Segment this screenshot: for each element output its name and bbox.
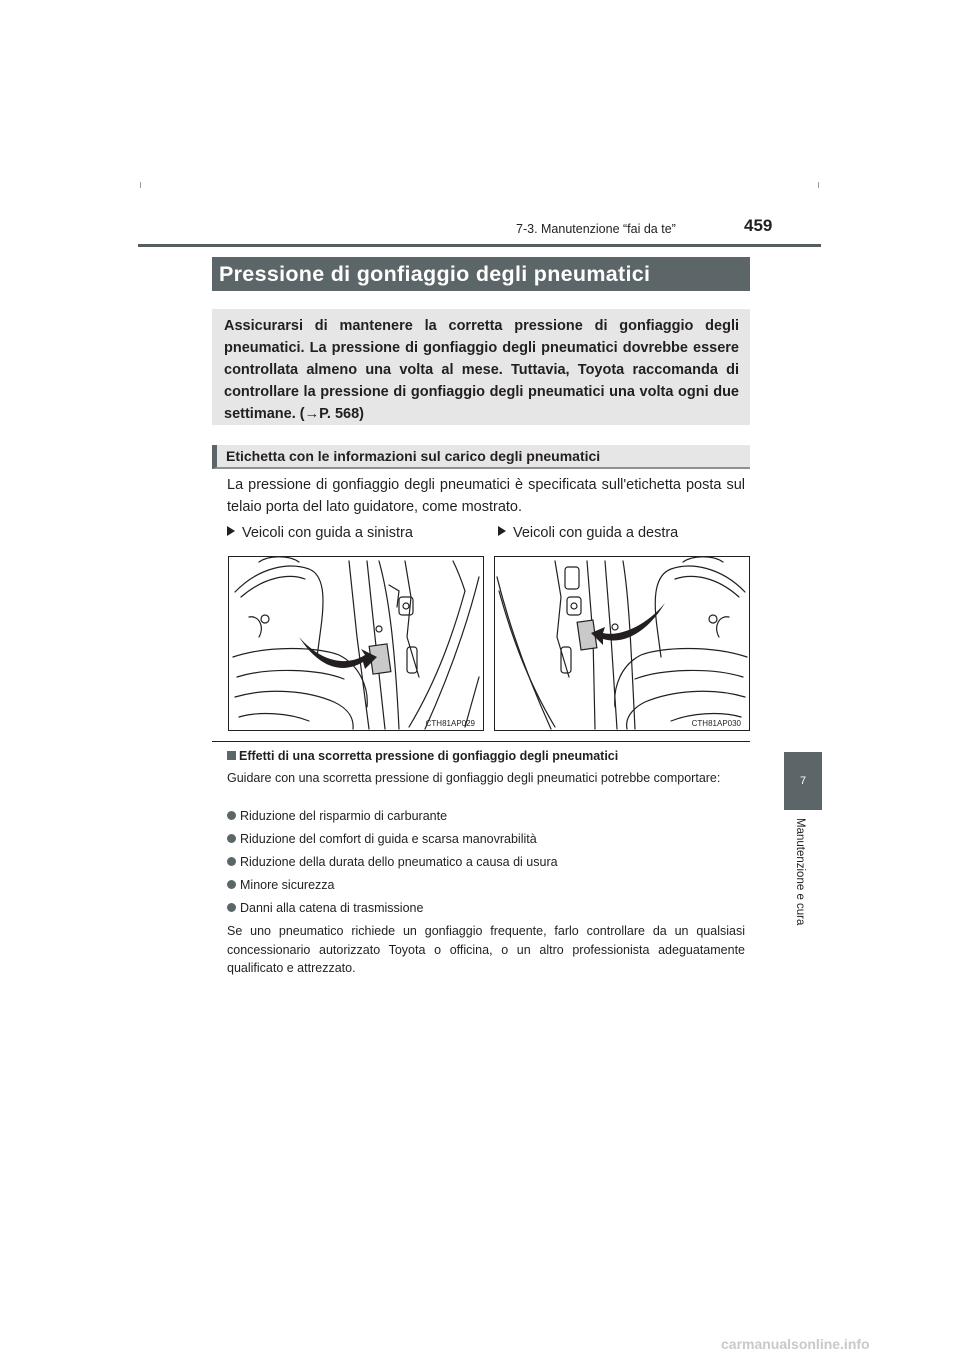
effects-intro: Guidare con una scorretta pressione di gonfiaggio degli pneumatici potrebbe comportare: <box>227 771 721 785</box>
bullet-icon <box>227 903 236 912</box>
list-item: Riduzione del risparmio di carburante <box>227 809 447 823</box>
figure-left-hand-drive <box>228 556 484 731</box>
list-item: Riduzione della durata dello pneumatico a causa di usura <box>227 855 558 869</box>
pointer-arrow <box>299 637 377 669</box>
intro-box: Assicurarsi di mantenere la corretta pressione di gonfiaggio degli pneumatici. La pressione di gonfiaggio degli pneumatici dovrebbe essere controllata almeno una volta al mese. Tuttavia, Toyota raccomanda di controllare la pressione di gonfiaggio degli pneumatici una volta ogni due settimane. (→P. 568) <box>212 309 750 425</box>
crop-mark-left <box>140 182 141 188</box>
chapter-tab: 7 <box>784 752 822 810</box>
watermark: carmanualsonline.info <box>721 1336 870 1352</box>
bullet-icon <box>227 880 236 889</box>
header-rule <box>138 244 821 247</box>
caption-right-hand-drive: Veicoli con guida a destra <box>498 525 678 541</box>
page-number: 459 <box>744 216 773 235</box>
triangle-icon <box>498 526 506 536</box>
section-separator <box>212 741 750 742</box>
figure-code: CTH81AP030 <box>691 719 741 728</box>
bullet-icon <box>227 834 236 843</box>
list-item: Riduzione del comfort di guida e scarsa manovrabilità <box>227 832 537 846</box>
figure-right-hand-drive <box>494 556 750 731</box>
effects-heading: Effetti di una scorretta pressione di gonfiaggio degli pneumatici <box>227 749 618 763</box>
bullet-icon <box>227 811 236 820</box>
effects-closing: Se uno pneumatico richiede un gonfiaggio frequente, farlo controllare da un qualsiasi concessionario autorizzato Toyota o officina, o un altro professionista adeguatamente qualificato e attrezzato. <box>227 924 745 975</box>
subsection-heading: Etichetta con le informazioni sul carico degli pneumatici <box>212 445 750 469</box>
crop-mark-right <box>818 182 819 188</box>
page-title: Pressione di gonfiaggio degli pneumatici <box>212 257 750 291</box>
bullet-icon <box>227 857 236 866</box>
figure-code: CTH81AP029 <box>425 719 475 728</box>
chapter-label: Manutenzione e cura <box>794 818 806 926</box>
subsection-body: La pressione di gonfiaggio degli pneumatici è specificata sull'etichetta posta sul telaio porta del lato guidatore, come mostrato. <box>227 477 745 515</box>
caption-left-hand-drive: Veicoli con guida a sinistra <box>227 525 413 541</box>
section-header: 7-3. Manutenzione “fai da te” <box>516 222 676 236</box>
list-item: Danni alla catena di trasmissione <box>227 901 423 915</box>
square-bullet-icon <box>227 751 236 760</box>
list-item: Minore sicurezza <box>227 878 334 892</box>
triangle-icon <box>227 526 235 536</box>
door-pillar-illustration <box>229 557 483 730</box>
door-pillar-illustration <box>495 557 749 730</box>
